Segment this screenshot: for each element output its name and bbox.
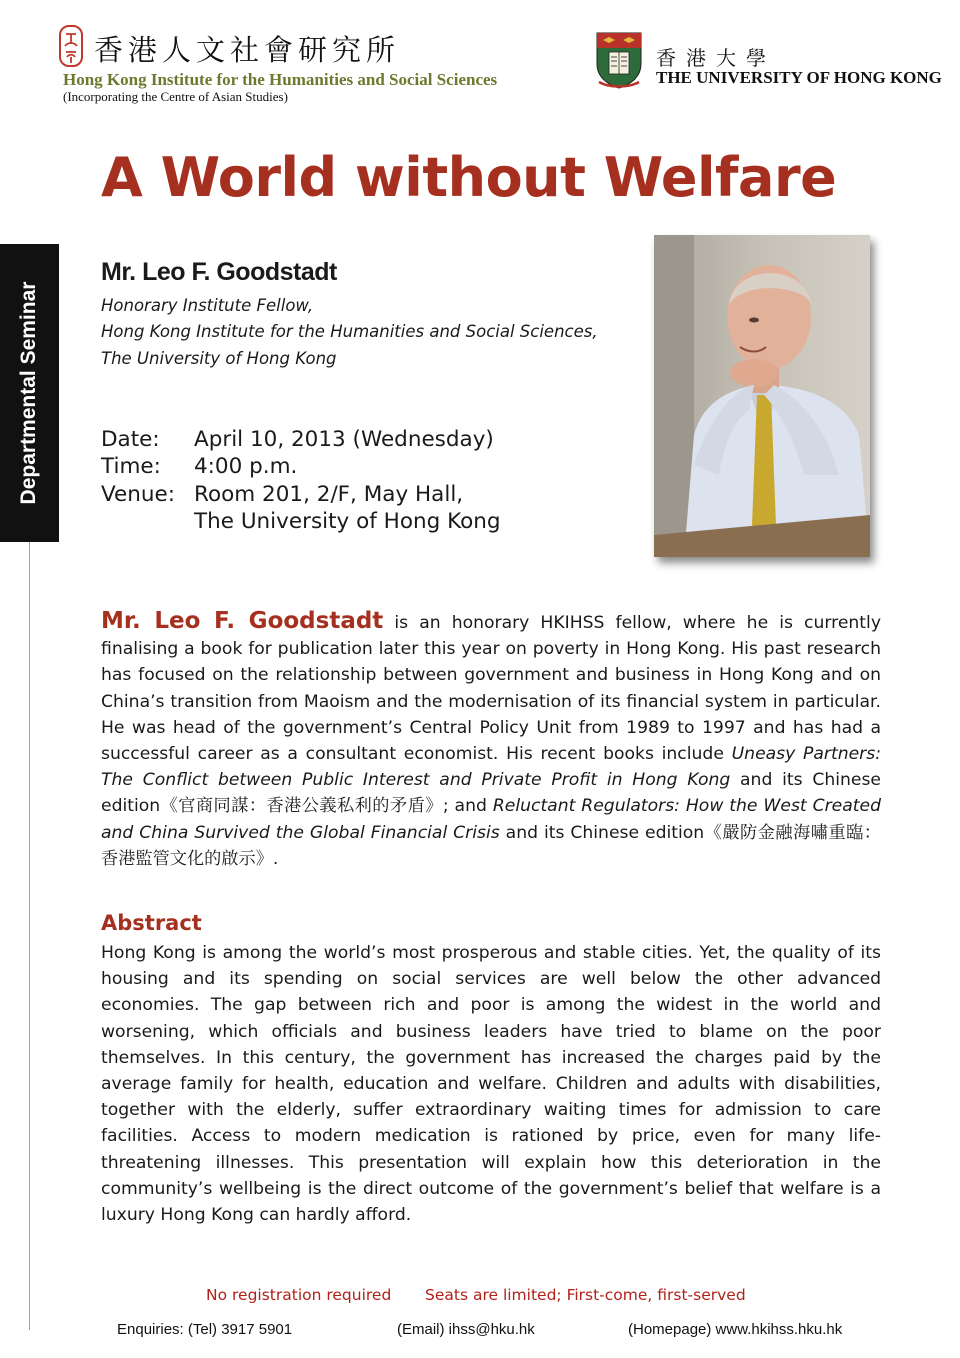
homepage-link[interactable]: (Homepage) www.hkihss.hku.hk — [628, 1321, 843, 1338]
bio-text: is an honorary HKIHSS fellow, where he is currently finalising a book for publication later this year on poverty in Hong Kong. His past research has focused on the relationship between government and business in Hong Kong and on China’s transition from Maoism and the modernisation of its financial system in particular. He was head of the government’s Central Policy Unit from 1989 to 1997 and has had a successful career as a consultant economist. His recent books include — [101, 613, 881, 765]
speaker-affiliation-line: The University of Hong Kong — [101, 349, 337, 368]
university-name-english: THE UNIVERSITY OF HONG KONG — [656, 68, 942, 87]
university-crest-logo — [594, 30, 644, 90]
abstract-text: Hong Kong is among the world’s most prosperous and stable cities. Yet, the quality of its housing and its spending on social services are well below the other advanced economies. The gap between rich and poor is among the widest in the world and worsening, which officials and business leaders have tried to blame on the poor themselves. In this century, the government has increased the charges paid by the average family for health, education and welfare. Children and adults with disabilities, together with the elderly, suffer extraordinary waiting times for admission to care facilities. Access to modern medication is rationed by price, even for many life-threatening illnesses. This presentation will explain how this deterioration in the community’s wellbeing is the direct outcome of the government’s belief that welfare is a luxury Hong Kong can hardly afford. — [101, 943, 881, 1226]
institute-seal-logo — [58, 24, 84, 68]
date-value: April 10, 2013 (Wednesday) — [194, 427, 494, 452]
side-divider-line — [29, 542, 30, 1330]
bio-text: and its Chinese edition《官商同謀：香港公義私利的矛盾》; and — [101, 770, 881, 817]
side-tab-label: Departmental Seminar — [17, 281, 40, 505]
seminar-title: A World without Welfare — [101, 146, 837, 209]
date-label: Date: — [101, 427, 160, 452]
speaker-affiliation-line: Hong Kong Institute for the Humanities and Social Sciences, — [101, 322, 598, 341]
enquiries-email[interactable]: (Email) ihss@hku.hk — [397, 1321, 535, 1338]
venue-label: Venue: — [101, 482, 175, 507]
side-tab — [0, 244, 59, 542]
bio-text: and its Chinese edition《嚴防金融海嘯重臨：香港監管文化的啟示》. — [101, 822, 881, 869]
event-date — [101, 427, 494, 452]
speaker-name: Mr. Leo F. Goodstadt — [101, 258, 337, 286]
speaker-affiliation-line: Honorary Institute Fellow, — [101, 296, 314, 315]
speaker-photo — [654, 235, 870, 557]
institute-subtitle: (Incorporating the Centre of Asian Studies) — [63, 89, 288, 104]
event-time — [101, 454, 297, 479]
seating-notice: Seats are limited; First-come, first-served — [425, 1286, 746, 1304]
venue-value: Room 201, 2/F, May Hall, — [194, 482, 464, 507]
institute-name-english: Hong Kong Institute for the Humanities and Social Sciences — [63, 70, 498, 89]
bio-speaker-name: Mr. Leo F. Goodstadt — [101, 608, 384, 634]
time-value: 4:00 p.m. — [194, 454, 298, 479]
book-title: Reluctant Regulators: How the West Created and China Survived the Global Financial Crisis — [101, 796, 881, 843]
event-venue-line-2 — [101, 509, 501, 534]
registration-notice: No registration required — [206, 1286, 392, 1304]
abstract-heading: Abstract — [101, 911, 202, 935]
speaker-biography — [101, 608, 881, 872]
venue-value-line-2: The University of Hong Kong — [194, 509, 501, 534]
enquiries-phone: Enquiries: (Tel) 3917 5901 — [117, 1321, 293, 1338]
event-venue — [101, 482, 463, 507]
time-label: Time: — [101, 454, 161, 479]
book-title: Uneasy Partners: The Conflict between Public Interest and Private Profit in Hong Kong — [101, 744, 881, 791]
institute-name-chinese: 香港人文社會研究所 — [94, 33, 401, 67]
university-name-chinese: 香港大學 — [656, 46, 776, 70]
